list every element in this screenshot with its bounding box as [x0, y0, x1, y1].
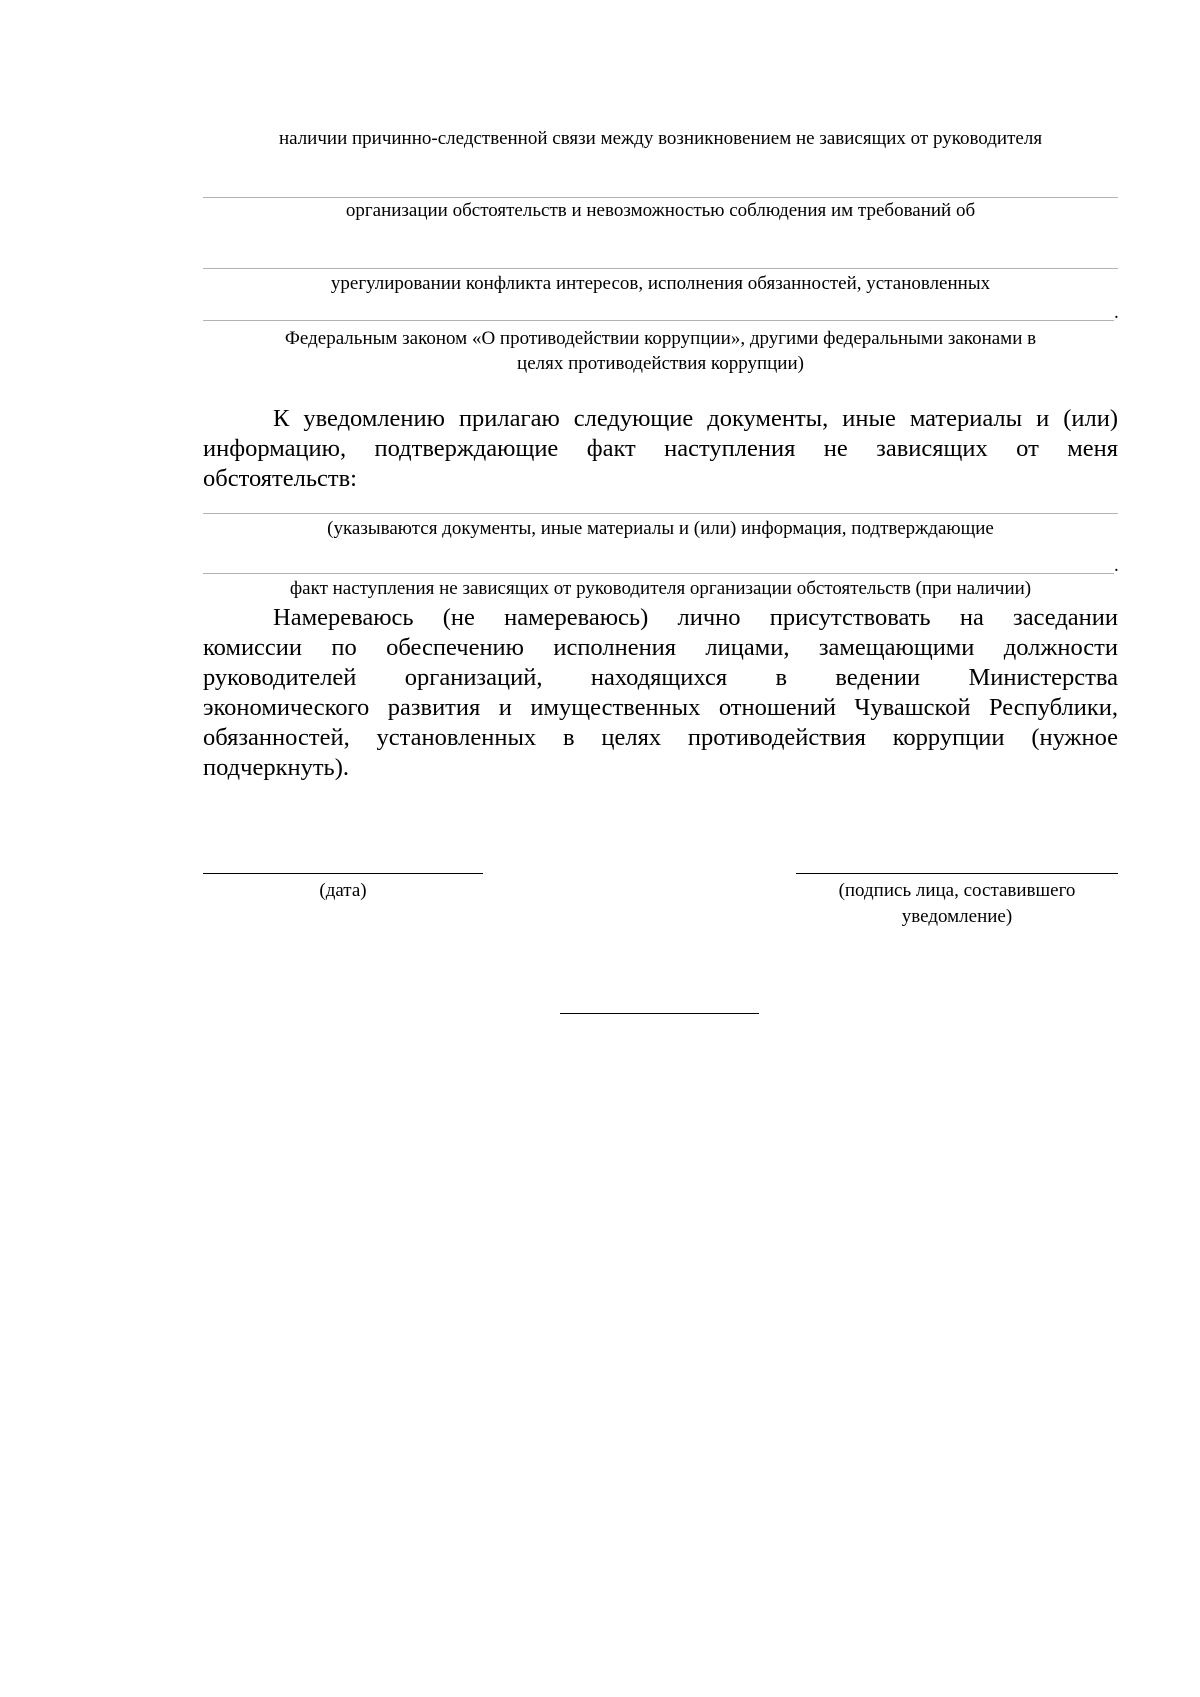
fill-line-1-text: наличии причинно-следственной связи между возникновением не зависящих от руководителя	[278, 128, 1043, 149]
intent-line-3: руководителей организаций, находящихся в ведении Министерства	[203, 664, 1118, 691]
intent-line-1: Намереваюсь (не намереваюсь) лично присутствовать на заседании	[273, 604, 1118, 631]
signature-label-line-1: (подпись лица, составившего	[838, 880, 1076, 901]
intent-line-5: обязанностей, установленных в целях противодействия коррупции (нужное	[203, 724, 1118, 751]
attachments-caption-line-2: факт наступления не зависящих от руководителя организации обстоятельств (при наличии)	[289, 578, 1032, 599]
fill-underline-1[interactable]	[203, 197, 1118, 198]
fill-caption-line-1: Федеральным законом «О противодействии коррупции», другими федеральными законами в	[284, 328, 1037, 349]
fill-line-2-text: организации обстоятельств и невозможностью соблюдения им требований об	[345, 200, 976, 221]
attachments-underline-1[interactable]	[203, 513, 1118, 514]
date-line[interactable]	[203, 873, 483, 874]
attachments-line-1: К уведомлению прилагаю следующие документы, иные материалы и (или)	[273, 405, 1118, 432]
signature-line[interactable]	[796, 873, 1118, 874]
fill-underline-3[interactable]	[203, 320, 1114, 321]
attachments-line-3: обстоятельств:	[203, 465, 357, 492]
fill-caption-line-2: целях противодействия коррупции)	[517, 353, 804, 374]
fill-period-1: .	[1114, 302, 1119, 323]
intent-paragraph	[203, 603, 1118, 783]
attachments-caption-line-1: (указываются документы, иные материалы и (или) информация, подтверждающие	[327, 518, 994, 539]
attachments-line-2: информацию, подтверждающие факт наступления не зависящих от меня	[203, 435, 1118, 462]
intent-line-4: экономического развития и имущественных отношений Чувашской Республики,	[203, 694, 1118, 721]
intent-line-2: комиссии по обеспечению исполнения лицами, замещающими должности	[203, 634, 1118, 661]
date-label: (дата)	[319, 880, 367, 901]
fill-line-3-text: урегулировании конфликта интересов, исполнения обязанностей, установленных	[330, 273, 991, 294]
signature-label-line-2: уведомление)	[901, 906, 1013, 927]
attachments-paragraph	[203, 404, 1118, 494]
signature-label	[796, 878, 1118, 930]
intent-line-6: подчеркнуть).	[203, 754, 349, 781]
attachments-underline-2[interactable]	[203, 573, 1114, 574]
fill-underline-2[interactable]	[203, 268, 1118, 269]
closing-separator	[560, 1013, 759, 1014]
attachments-period: .	[1114, 555, 1119, 576]
